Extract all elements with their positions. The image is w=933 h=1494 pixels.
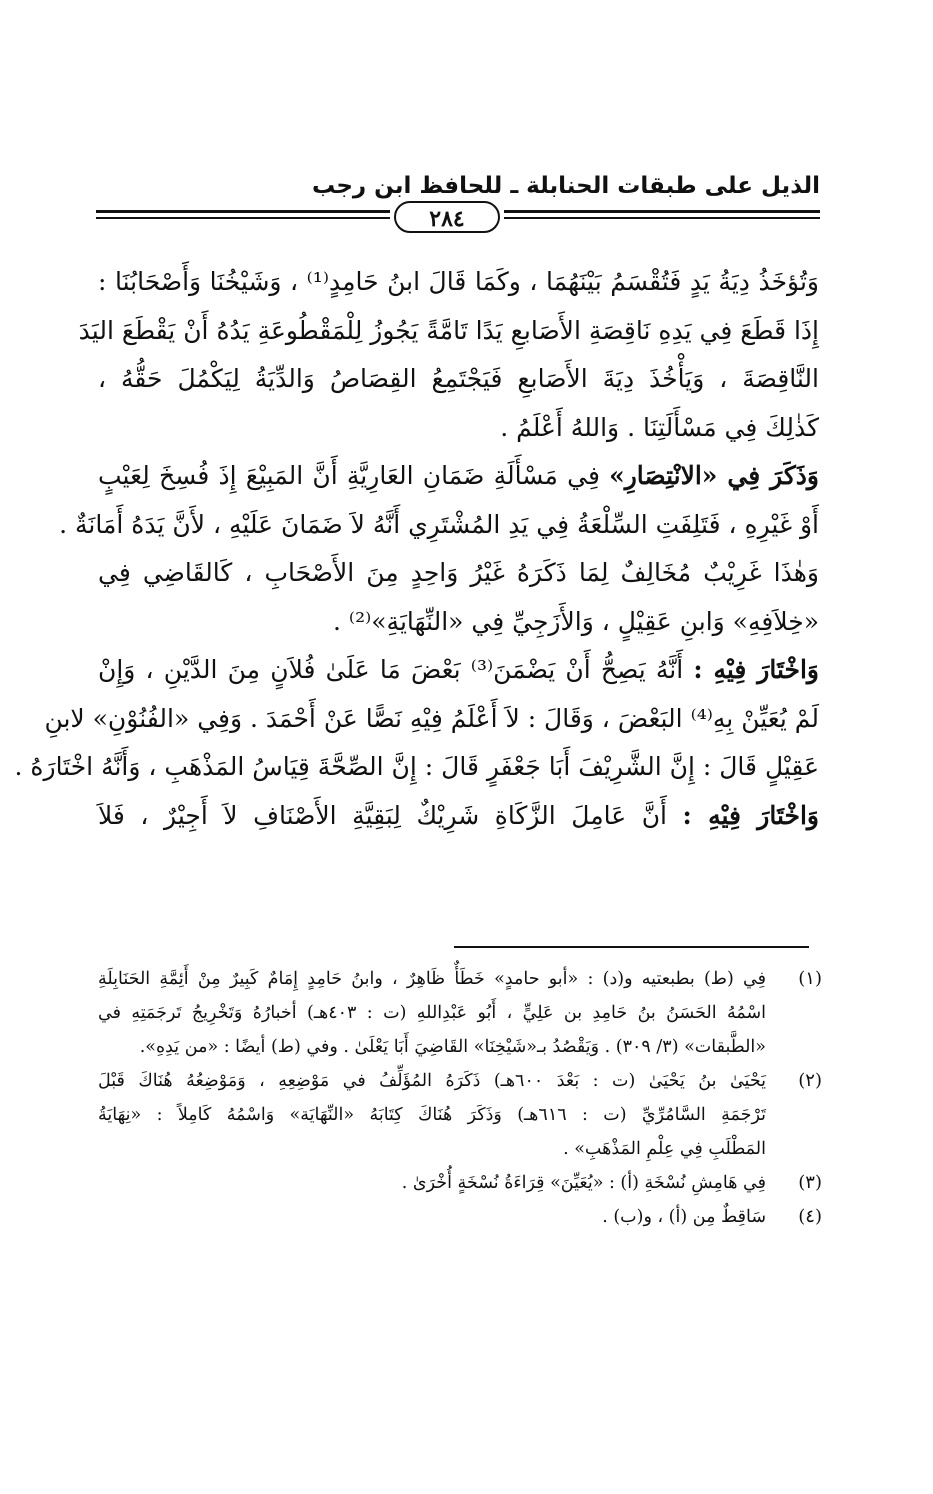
footnote-number: (٢) — [798, 1070, 822, 1091]
text-line: «خِلاَفِهِ» وَابنِ عَقِيْلٍ ، وَالأَزَجِيِّ فِي «النِّهَايَةِ»⁽²⁾ . — [333, 606, 819, 636]
header-rule-left — [96, 210, 390, 213]
page-number-badge: ٢٨٤ — [394, 201, 500, 233]
text-line — [98, 452, 819, 501]
footnote-4 — [98, 1200, 822, 1234]
text-line: النَّاقِصَةَ ، وَيَأْخُذَ دِيَةَ الأَصَابعِ فَيَجْتَمِعُ القِصَاصُ وَالدِّيَةُ لِيَكْمُلَ حَقُّهُ ، — [98, 364, 819, 393]
footnote-separator — [454, 946, 809, 948]
header-rule-left-thin — [96, 217, 390, 219]
footnote-number: (١) — [798, 968, 822, 989]
footnote-line: تَرْجَمَةِ السَّامُرِّيِّ (ت : ٦١٦هـ) وَذَكَرَ هُنَاكَ كِتَابَهُ «النِّهَايَة» وَاسْمُهُ كَامِلاً : «نِهَايَةُ — [98, 1105, 766, 1125]
text-line — [98, 646, 819, 695]
footnote-number: (٤) — [798, 1206, 822, 1227]
footnote-2 — [98, 1064, 822, 1166]
header-rule-right — [504, 210, 820, 213]
text-run: أَنَّ عَامِلَ الزَّكَاةِ شَرِيْكٌ لِبَقِيَّةِ الأَصْنَافِ لاَ أَجِيْرٌ ، فَلاَ — [98, 800, 683, 830]
paragraph-lead: وَذَكَرَ فِي «الانْتِصَارِ» — [609, 461, 819, 490]
paragraph-lead: وَاخْتَارَ فِيْهِ : — [693, 655, 819, 684]
footnote-line: اسْمُهُ الحَسَنُ بنُ حَامِدِ بن عَلِيٍّ ، أَبُو عَبْدِاللهِ (ت : ٤٠٣هـ) أخبارُهُ وَتَخْرِيجُ تَرجَمَتِهِ في — [98, 1003, 767, 1023]
text-line: وَهٰذَا غَرِيْبٌ مُخَالِفٌ لِمَا ذَكَرَهُ غَيْرُ وَاحِدٍ مِنَ الأَصْحَابِ ، كَالقَاضِي فِي — [98, 558, 819, 587]
main-text — [14, 258, 819, 840]
text-line — [98, 792, 819, 841]
footnote-line: المَطْلَبِ فِي عِلْمِ المَذْهَبِ» . — [563, 1139, 766, 1159]
text-run: فِي مَسْأَلَةِ ضَمَانِ العَارِيَّةِ أَنَّ المَبِيْعَ إِذَ فُسِخَ لِعَيْبٍ — [98, 461, 610, 490]
text-line: كَذٰلِكَ فِي مَسْأَلَتِنَا . وَاللهُ أَعْلَمُ . — [500, 412, 819, 442]
footnote-3 — [98, 1166, 822, 1200]
footnote-line: يَحْيَىٰ بنُ يَحْيَىٰ (ت : بَعْدَ ٦٠٠هـ) ذَكَرَهُ المُؤَلِّفُ في مَوْضِعِهِ ، وَمَوْضِعُهُ هُنَاكَ قَبْلَ — [98, 1071, 766, 1091]
footnote-1 — [98, 962, 822, 1064]
text-line: وَتُؤخَذُ دِيَةُ يَدٍ فَتُقْسَمُ بَيْنَهُمَا ، وكَمَا قَالَ ابنُ حَامِدٍ⁽¹⁾ ، وَشَيْخُنَا وَأَصْحَابُنَا : — [98, 267, 819, 296]
text-line: عَقِيْلٍ قَالَ : إِنَّ الشَّرِيْفَ أَبَا جَعْفَرٍ قَالَ : إِنَّ الصِّحَّةَ قِيَاسُ المَذْهَبِ ، وَأَنَّهُ اخْتَارَهُ . — [14, 752, 819, 781]
footnotes — [98, 962, 822, 1234]
header-rule-right-thin — [504, 217, 820, 219]
footnote-line: سَاقِطٌ مِن (أ) ، و(ب) . — [602, 1207, 766, 1227]
text-run: أَنَّهُ يَصِحُّ أَنْ يَضْمَنَ⁽³⁾ بَعْضَ مَا عَلَىٰ فُلاَنٍ مِنَ الدَّيْنِ ، وَإِنْ — [98, 655, 694, 684]
text-line: أَوْ غَيْرِهِ ، فَتَلِفَتِ السِّلْعَةُ فِي يَدِ المُشْتَرِي أَنَّهُ لاَ ضَمَانَ عَلَيْهِ ، لأَنَّ يَدَهُ أَمَانَةٌ . — [59, 509, 819, 539]
paragraph-lead: وَاخْتَارَ فِيْهِ : — [682, 800, 819, 830]
text-line: لَمْ يُعَيِّنْ بِهِ⁽⁴⁾ البَعْضَ ، وَقَالَ : لاَ أَعْلَمُ فِيْهِ نَصًّا عَنْ أَحْمَدَ . وَفِي «الفُنُوْنِ» لابنِ — [44, 703, 819, 733]
footnote-line: فِي هَامِشِ نُسْخَةِ (أ) : «يُعَيِّنَ» قِرَاءَةُ نُسْخَةٍ أُخْرَىٰ . — [401, 1173, 766, 1193]
running-header-title: الذيل على طبقات الحنابلة ـ للحافظ ابن رجب — [311, 173, 820, 199]
text-line: إِذَا قَطَعَ فِي يَدِهِ نَاقِصَةِ الأَصَابعِ يَدًا تَامَّةً يَجُوزُ لِلْمَقْطُوعَةِ يَدُهُ أَنْ يَقْطَعَ اليَدَ — [78, 315, 819, 345]
footnote-number: (٣) — [798, 1172, 822, 1193]
footnote-line: «الطَّبقات» (٣/ ٣٠٩) . وَيَقْصُدُ بـ«شَيْخِنَا» القَاضِيَ أَبَا يَعْلَىٰ . وفي (ط) أيضًا : «من يَدِهِ». — [139, 1037, 766, 1057]
footnote-line: فِي (ط) بطبعتيه و(د) : «أبو حامدٍ» خَطَأٌ ظَاهِرٌ ، وابنُ حَامِدٍ إِمَامٌ كَبِيرٌ مِنْ أَئِمَّةِ الحَنَابِلَةِ — [98, 969, 766, 989]
